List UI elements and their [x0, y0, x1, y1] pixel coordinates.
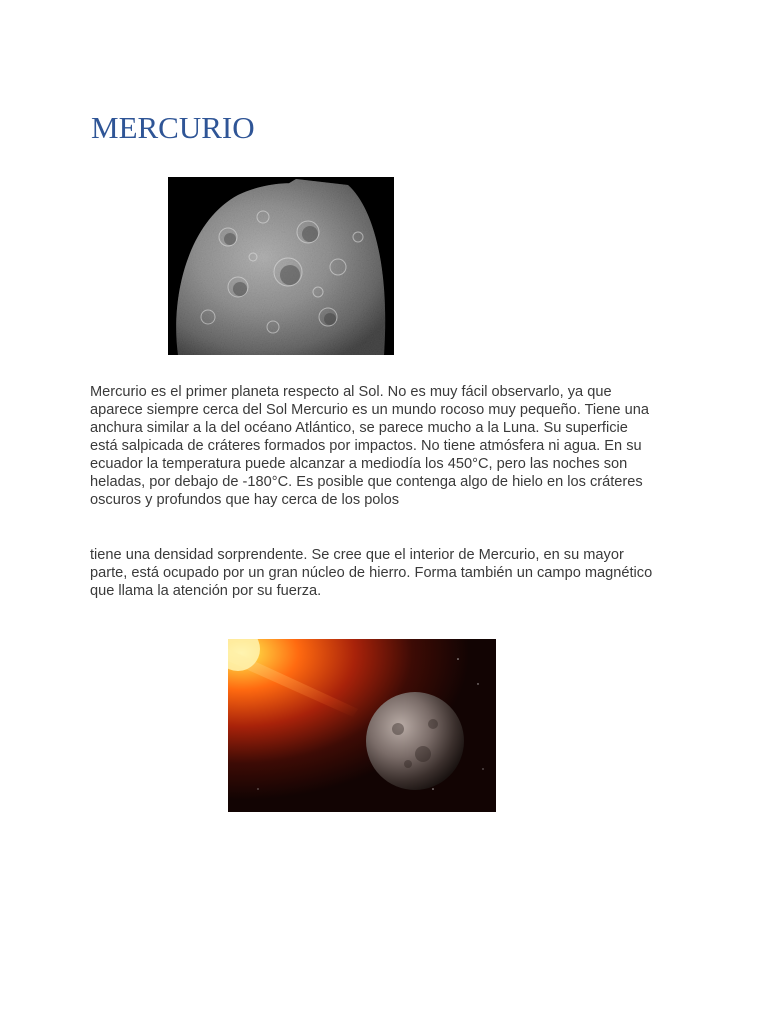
paragraph-line: Mercurio es el primer planeta respecto al Sol. No es muy fácil observarlo, ya que — [90, 384, 612, 400]
paragraph-line: aparece siempre cerca del Sol Mercurio es un mundo rocoso muy pequeño. Tiene una — [90, 402, 649, 418]
paragraph-line: heladas, por debajo de -180°C. Es posible que contenga algo de hielo en los cráteres — [90, 474, 643, 490]
paragraph-line: parte, está ocupado por un gran núcleo de hierro. Forma también un campo magnético — [90, 565, 653, 581]
mercury-sun-graphic — [228, 639, 496, 812]
paragraph-line: está salpicada de cráteres formados por impactos. No tiene atmósfera ni agua. En su — [90, 438, 642, 454]
paragraph-line: tiene una densidad sorprendente. Se cree que el interior de Mercurio, en su mayor — [90, 547, 624, 563]
paragraph-line: anchura similar a la del océano Atlántico, se parece mucho a la Luna. Su superficie — [90, 420, 628, 436]
page-title: MERCURIO — [91, 110, 255, 145]
mercury-surface-graphic — [168, 177, 394, 355]
paragraph-line: que llama la atención por su fuerza. — [90, 583, 322, 599]
paragraph-intro — [90, 383, 690, 509]
mercury-surface-image — [168, 177, 394, 355]
mercury-sun-image — [228, 639, 496, 812]
paragraph-line: ecuador la temperatura puede alcanzar a mediodía los 450°C, pero las noches son — [90, 456, 628, 472]
paragraph-density — [90, 546, 690, 600]
paragraph-line: oscuros y profundos que hay cerca de los polos — [90, 492, 400, 508]
